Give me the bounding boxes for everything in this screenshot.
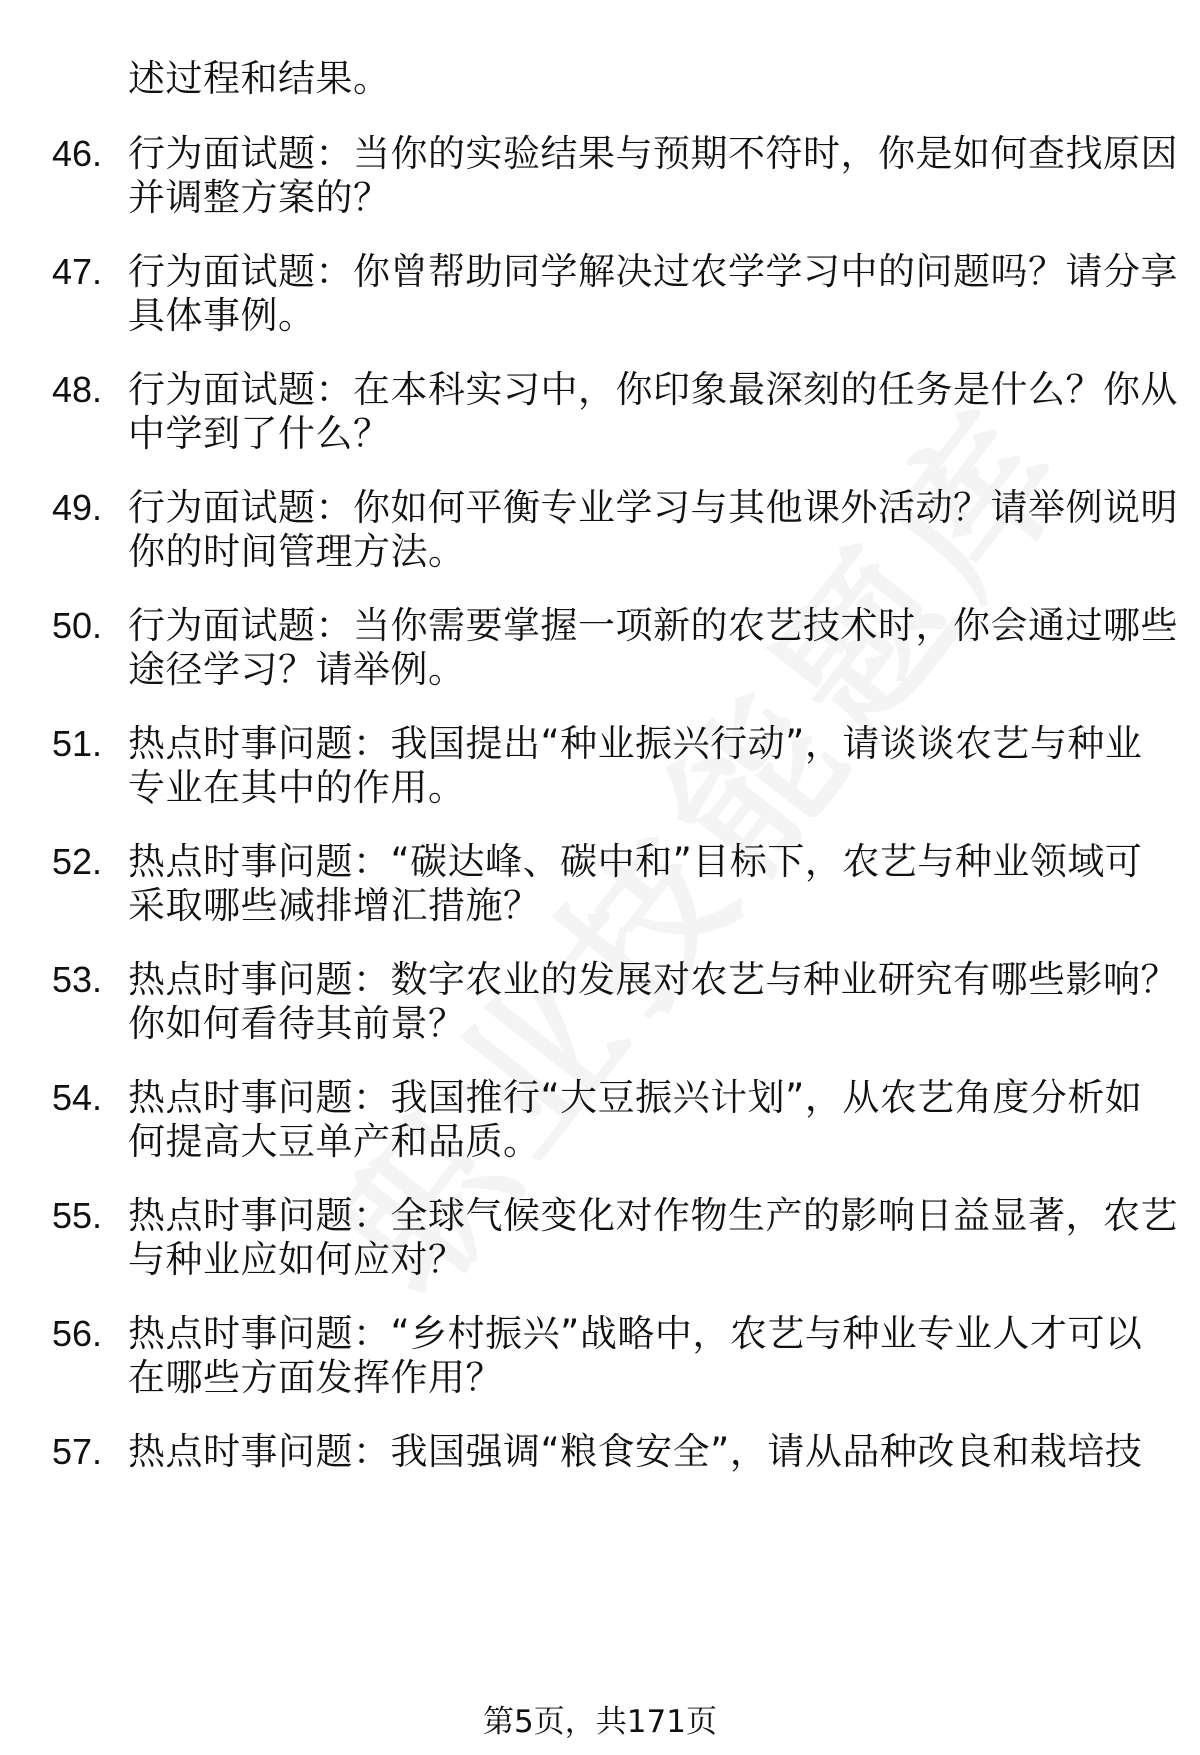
- question-text-line2: 你如何看待其前景？: [128, 1002, 466, 1045]
- question-text-line2: 具体事例。: [128, 294, 316, 337]
- question-text-line2: 中学到了什么？: [128, 412, 391, 455]
- question-number: 48.: [52, 369, 103, 410]
- question-number: 54.: [52, 1077, 103, 1118]
- question-text-line2: 并调整方案的？: [128, 176, 391, 219]
- question-text-line1: 热点时事问题：“碳达峰、碳中和”目标下，农艺与种业领域可: [128, 840, 1143, 883]
- question-number: 46.: [52, 133, 103, 174]
- question-number: 47.: [52, 251, 103, 292]
- question-text-line2: 途径学习？请举例。: [128, 648, 466, 691]
- question-number: 57.: [52, 1431, 103, 1472]
- question-text-line2: 你的时间管理方法。: [128, 530, 466, 573]
- question-text-line1: 热点时事问题：数字农业的发展对农艺与种业研究有哪些影响？: [128, 958, 1178, 1001]
- question-text-line2: 在哪些方面发挥作用？: [128, 1356, 503, 1399]
- question-text-line2: 与种业应如何应对？: [128, 1238, 466, 1281]
- question-number: 51.: [52, 723, 103, 764]
- question-text-line1: 行为面试题：当你需要掌握一项新的农艺技术时，你会通过哪些: [128, 604, 1178, 647]
- question-text-line1: 行为面试题：你曾帮助同学解决过农学学习中的问题吗？请分享: [128, 250, 1178, 293]
- question-number: 55.: [52, 1195, 103, 1236]
- question-text-line1: 热点时事问题：我国强调“粮食安全”，请从品种改良和栽培技: [128, 1430, 1143, 1473]
- question-number: 53.: [52, 959, 103, 1000]
- question-number: 56.: [52, 1313, 103, 1354]
- question-text-line1: 热点时事问题：全球气候变化对作物生产的影响日益显著，农艺: [128, 1194, 1178, 1237]
- question-number: 50.: [52, 605, 103, 646]
- question-text-line2: 采取哪些减排增汇措施？: [128, 884, 541, 927]
- question-text-line1: 热点时事问题：我国推行“大豆振兴计划”，从农艺角度分析如: [128, 1076, 1143, 1119]
- continued-text: 述过程和结果。: [128, 57, 391, 100]
- question-number: 52.: [52, 841, 103, 882]
- question-text-line1: 行为面试题：当你的实验结果与预期不符时，你是如何查找原因: [128, 132, 1178, 175]
- question-number: 49.: [52, 487, 103, 528]
- question-text-line2: 何提高大豆单产和品质。: [128, 1120, 541, 1163]
- question-text-line1: 热点时事问题：我国提出“种业振兴行动”，请谈谈农艺与种业: [128, 722, 1143, 765]
- question-text-line1: 行为面试题：在本科实习中，你印象最深刻的任务是什么？你从: [128, 368, 1178, 411]
- question-text-line2: 专业在其中的作用。: [128, 766, 466, 809]
- question-text-line1: 行为面试题：你如何平衡专业学习与其他课外活动？请举例说明: [128, 486, 1178, 529]
- page-footer: 第5页，共171页: [483, 1704, 717, 1740]
- question-text-line1: 热点时事问题：“乡村振兴”战略中，农艺与种业专业人才可以: [128, 1312, 1143, 1355]
